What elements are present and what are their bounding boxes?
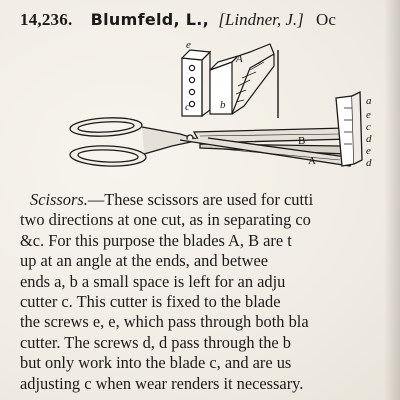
main-label-b: B bbox=[298, 135, 306, 147]
main-label-d-2: d bbox=[366, 157, 372, 168]
description-paragraph bbox=[20, 190, 400, 394]
text-line: but only work into the blade c, and are us bbox=[20, 353, 292, 373]
text-line: adjusting c when wear renders it necessary. bbox=[20, 373, 304, 393]
main-label-c: c bbox=[366, 121, 371, 133]
scissors-illustration bbox=[60, 36, 400, 168]
text-line: two directions at one cut, as in separating co bbox=[20, 210, 311, 230]
detail-label-a: A bbox=[236, 53, 243, 65]
main-label-a-blade: A bbox=[308, 155, 316, 167]
text-line: cutter c. This cutter is fixed to the blade bbox=[20, 291, 281, 311]
agent-name: [Lindner, J.] bbox=[218, 10, 304, 29]
patent-heading bbox=[20, 9, 336, 31]
text-line: the screws e, e, which pass through both bla bbox=[20, 312, 309, 332]
patentee-name: Blumfeld, L., bbox=[90, 10, 210, 29]
text-line: up at an angle at the ends, and betwee bbox=[20, 251, 269, 271]
text-line: cutter. The screws d, d pass through the b bbox=[20, 332, 291, 352]
detail-label-c: c bbox=[185, 101, 190, 113]
text-line-italic-prefix: Scissors. bbox=[30, 190, 88, 209]
main-label-e-2: e bbox=[366, 145, 371, 157]
detail-label-e: e bbox=[186, 39, 191, 51]
main-label-a: a bbox=[366, 95, 372, 107]
text-line: ends a, b a small space is left for an adju bbox=[20, 271, 286, 291]
detail-label-b: b bbox=[220, 99, 226, 111]
text-line: Scissors.—These scissors are used for cutti bbox=[30, 190, 314, 209]
main-label-e-1: e bbox=[366, 109, 371, 121]
date-fragment: Oc bbox=[316, 10, 336, 29]
text-line: &c. For this purpose the blades A, B are t bbox=[20, 230, 292, 250]
patent-number: 14,236. bbox=[20, 10, 73, 29]
blade-detail-figure bbox=[182, 44, 278, 118]
main-label-d-1: d bbox=[366, 133, 372, 145]
